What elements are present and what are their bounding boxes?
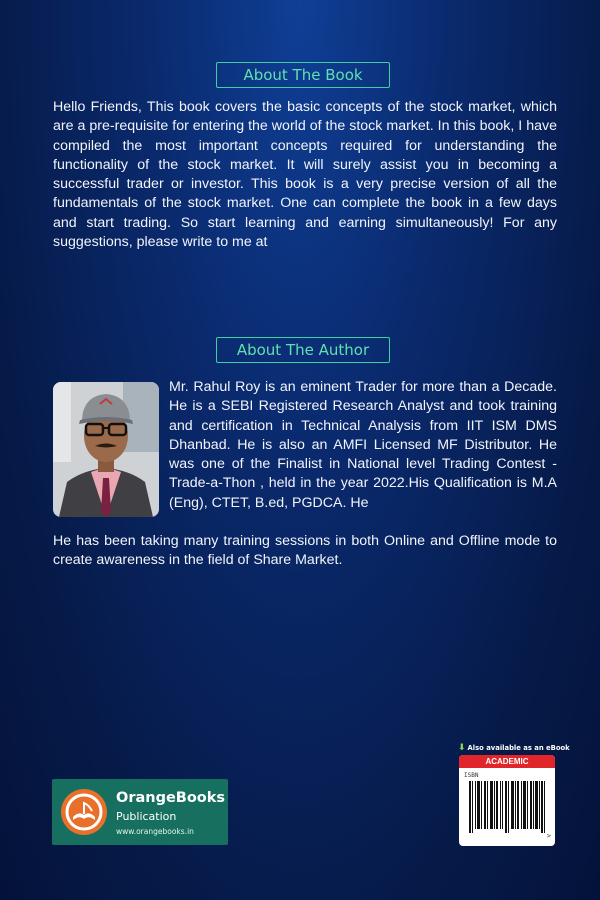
barcode-icon	[469, 781, 545, 833]
publisher-url: www.orangebooks.in	[116, 827, 194, 836]
download-arrow-icon: ⬇	[458, 743, 466, 753]
author-photo	[53, 382, 159, 517]
isbn-label: ISBN	[464, 772, 479, 779]
category-band: ACADEMIC	[459, 755, 555, 768]
ebook-note	[458, 743, 570, 753]
about-author-heading: About The Author	[216, 337, 390, 363]
barcode-end-mark: >	[546, 832, 551, 840]
about-book-heading: About The Book	[216, 62, 390, 88]
publisher-logo-box	[52, 779, 228, 845]
barcode-card	[459, 755, 555, 846]
about-book-text: Hello Friends, This book covers the basic concepts of the stock market, which are a pre-requisite for entering the world of the stock market. In this book, I have compiled the most important concepts required for understanding the functionality of the stock market. It will surely assist you in becoming a successful trader or investor. This book is a very precise version of all the fundamentals of the stock market. One can complete the book in a few days and start trading. So start learning and earning simultaneously! For any suggestions, please write to me at	[53, 99, 557, 251]
ebook-note-text: Also available as an eBook	[467, 744, 570, 752]
about-author-text-continued: He has been taking many training sessions in both Online and Offline mode to create awareness in the field of Share Market.	[53, 533, 557, 569]
publisher-name: OrangeBooks	[116, 790, 226, 806]
about-author-text: Mr. Rahul Roy is an eminent Trader for more than a Decade. He is a SEBI Registered Research Analyst and took training and certification in Technical Analysis from IIT ISM DMS Dhanbad. He is also an AMFI Licensed MF Distributor. He was one of the Finalist in National level Trading Contest -Trade-a-Thon , held in the year 2022.His Qualification is M.A (Eng), CTET, B.ed, PGDCA. He	[169, 379, 557, 511]
publisher-subtitle: Publication	[116, 810, 177, 823]
orangebooks-logo-icon	[61, 789, 107, 835]
barcode-block	[458, 743, 570, 847]
